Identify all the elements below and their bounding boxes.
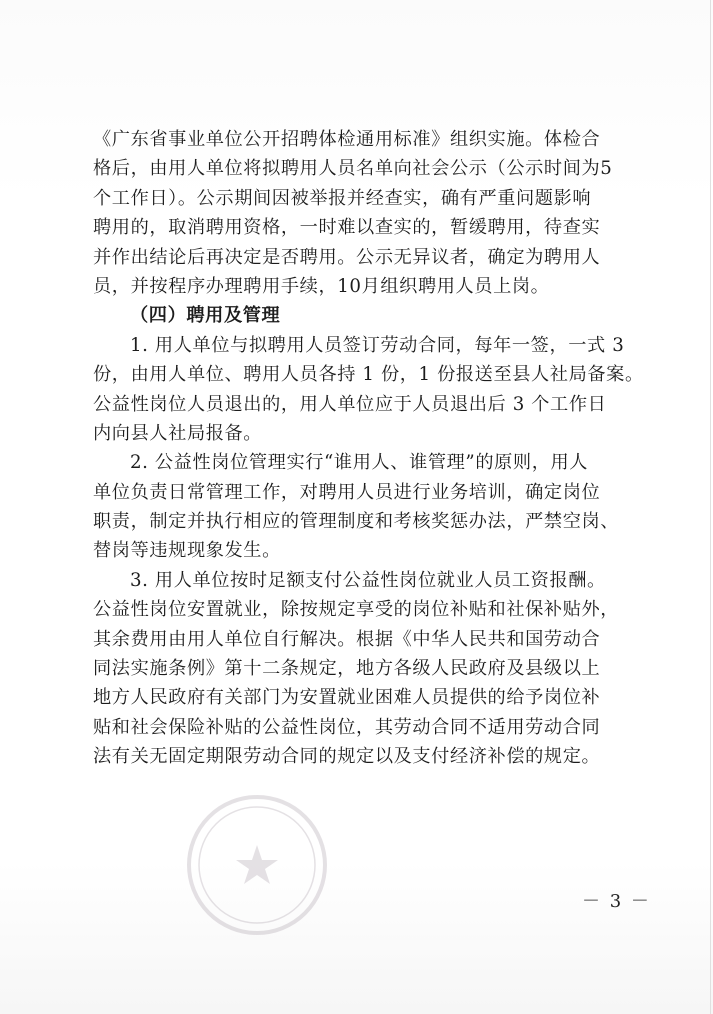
page-number: － 3 － [582, 891, 651, 912]
text-line: 1. 用人单位与拟聘用人员签订劳动合同，每年一签，一式 3 [130, 334, 625, 356]
text-line: 并作出结论后再决定是否聘用。公示无异议者，确定为聘用人 [93, 246, 601, 268]
text-line: 3. 用人单位按时足额支付公益性岗位就业人员工资报酬。 [130, 569, 606, 591]
text-line: 其余费用由用人单位自行解决。根据《中华人民共和国劳动合 [93, 628, 601, 650]
text-line: 公益性岗位人员退出的，用人单位应于人员退出后 3 个工作日 [93, 393, 607, 415]
text-line: 个工作日）。公示期间因被举报并经查实，确有严重问题影响 [93, 187, 592, 209]
text-line: 格后，由用人单位将拟聘用人员名单向社会公示（公示时间为5 [93, 158, 613, 180]
text-line: 聘用的，取消聘用资格，一时难以查实的，暂缓聘用，待查实 [93, 217, 601, 239]
section-heading: （四）聘用及管理 [130, 305, 281, 327]
text-line: 地方人民政府有关部门为安置就业困难人员提供的给予岗位补 [93, 687, 601, 709]
text-line: 2. 公益性岗位管理实行“谁用人、谁管理”的原则，用人 [130, 452, 589, 474]
text-line: 职责，制定并执行相应的管理制度和考核奖惩办法，严禁空岗、 [93, 511, 620, 533]
text-line: 内向县人社局报备。 [93, 422, 263, 444]
text-line: 替岗等违规现象发生。 [93, 540, 281, 562]
text-line: 法有关无固定期限劳动合同的规定以及支付经济补偿的规定。 [93, 746, 601, 768]
faded-seal-stamp [182, 790, 332, 940]
text-line: 单位负责日常管理工作，对聘用人员进行业务培训，确定岗位 [93, 481, 601, 503]
text-line: 同法实施条例》第十二条规定，地方各级人民政府及县级以上 [93, 658, 601, 680]
page-edge [710, 0, 711, 1014]
body-text [93, 125, 644, 772]
text-line: 公益性岗位安置就业，除按规定享受的岗位补贴和社保补贴外， [93, 599, 620, 621]
text-line: 《广东省事业单位公开招聘体检通用标准》组织实施。体检合 [93, 129, 601, 150]
text-line: 份，由用人单位、聘用人员各持 1 份，1 份报送至县人社局备案。 [93, 364, 644, 386]
text-line: 员，并按程序办理聘用手续，10月组织聘用人员上岗。 [93, 275, 550, 297]
text-line: 贴和社会保险补贴的公益性岗位，其劳动合同不适用劳动合同 [93, 716, 601, 738]
